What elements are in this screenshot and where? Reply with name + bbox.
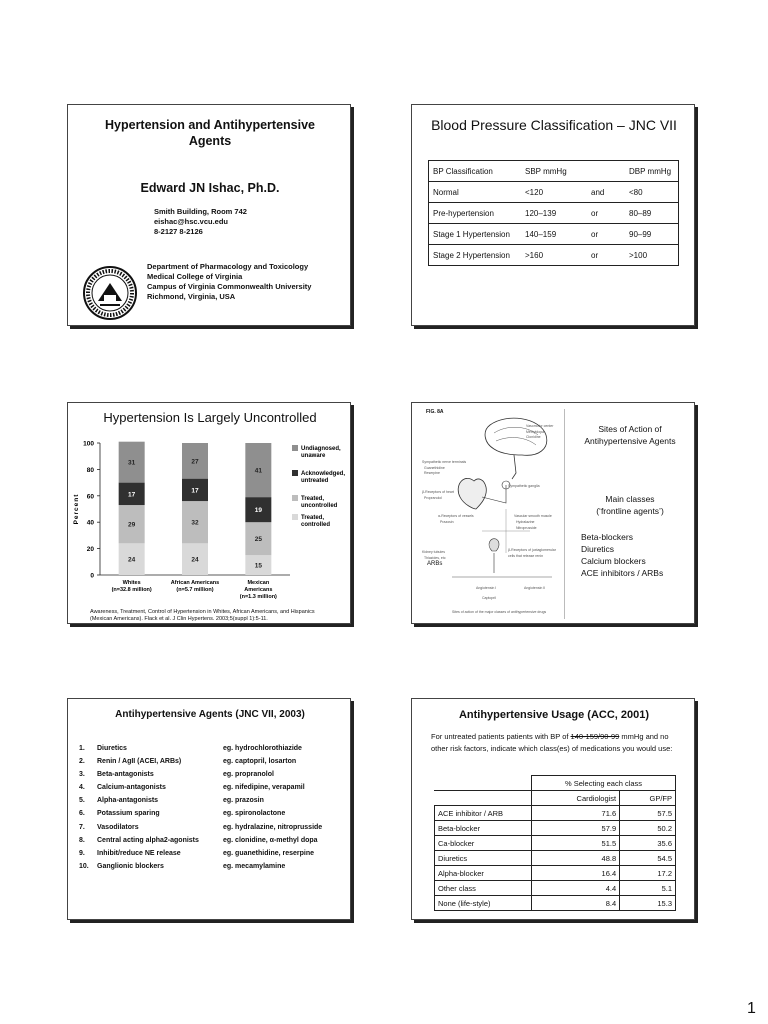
list-item: 3. Beta-antagonists eg. propranolol — [79, 771, 274, 779]
main-classes-heading: Main classes (‘frontline agents’) — [596, 494, 664, 516]
x-tick-label: Whites — [122, 580, 141, 586]
data-label: 25 — [254, 536, 262, 544]
slide-bp-classification — [411, 104, 695, 326]
slide5-title: Antihypertensive Agents (JNC VII, 2003) — [115, 709, 305, 720]
slide6-title: Antihypertensive Usage (ACC, 2001) — [458, 709, 650, 721]
table-row: None (life-style) 8.4 15.3 — [435, 896, 676, 911]
legend-swatch — [292, 470, 298, 476]
list-item: Calcium blockers — [581, 556, 646, 566]
svg-text:Vascular smooth muscle: Vascular smooth muscle — [514, 514, 552, 518]
arbs-label: ARBs — [427, 561, 443, 567]
svg-text:Vasomotor center: Vasomotor center — [526, 424, 554, 428]
svg-text:Reserpine: Reserpine — [424, 471, 440, 475]
contact-info: Smith Building, Room 742 eishac@hsc.vcu.edu 8-2127 8-2126 — [154, 207, 247, 236]
data-label: 19 — [254, 507, 262, 515]
table-row: Ca-blocker 51.5 35.6 — [435, 836, 676, 851]
department-info: Department of Pharmacology and Toxicology Medical College of Virginia Campus of Virginia Commonwealth University Richmond, Virginia, USA — [147, 262, 312, 301]
svg-text:β-Receptors of heart: β-Receptors of heart — [422, 490, 454, 494]
x-tick-label: (n=32.8 million) — [111, 587, 152, 593]
bp-classification-table — [428, 160, 679, 266]
table-row: Diuretics 48.8 54.5 — [435, 851, 676, 866]
y-tick-label: 40 — [86, 519, 94, 527]
slide-agents-list — [67, 698, 351, 920]
usage-table — [434, 775, 676, 911]
svg-text:cells that release renin: cells that release renin — [508, 554, 544, 558]
table-header-row: BP Classification SBP mmHg DBP mmHg — [429, 161, 679, 182]
x-tick-label: African Americans — [170, 580, 220, 586]
data-label: 17 — [128, 491, 136, 499]
table-row: Normal <120 and <80 — [429, 182, 679, 203]
legend-label: Treated, — [301, 515, 325, 521]
y-tick-label: 20 — [86, 546, 94, 554]
svg-text:β-Receptors of juxtaglomerular: β-Receptors of juxtaglomerular — [508, 548, 556, 552]
list-item: 7. Vasodilators eg. hydralazine, nitroprusside — [79, 823, 323, 831]
data-label: 29 — [128, 521, 136, 529]
table-header-row: Cardiologist GP/FP — [435, 791, 676, 806]
chart-caption: Awareness, Treatment, Control of Hypertension in Whites, African Americans, and Hispanics (Mexican Americans). Flack et al. J Clin Hypertens. 2003;5(suppl 1):5-11. — [90, 609, 315, 622]
list-item: Beta-blockers — [581, 532, 633, 542]
main-classes-list — [581, 531, 663, 579]
list-item: 5. Alpha-antagonists eg. prazosin — [79, 797, 264, 805]
data-label: 17 — [191, 487, 199, 495]
list-item: 4. Calcium-antagonists eg. nifedipine, verapamil — [79, 784, 305, 792]
list-item: 2. Renin / AgII (ACEI, ARBs) eg. captopril, losarton — [79, 758, 297, 766]
svg-text:Propranolol: Propranolol — [424, 496, 442, 500]
slide-usage-table — [411, 698, 695, 920]
slide3-title: Hypertension Is Largely Uncontrolled — [103, 410, 317, 425]
svg-text:Prazosin: Prazosin — [440, 520, 454, 524]
legend-label: uncontrolled — [301, 503, 338, 509]
legend-label: unaware — [301, 453, 326, 459]
svg-text:Thiazides, etc: Thiazides, etc — [424, 556, 446, 560]
table-row: Beta-blocker 57.9 50.2 — [435, 821, 676, 836]
legend-label: controlled — [301, 522, 331, 528]
author-name: Edward JN Ishac, Ph.D. — [140, 181, 280, 195]
table-row: Alpha-blocker 16.4 17.2 — [435, 866, 676, 881]
svg-text:Kidney tubules: Kidney tubules — [422, 550, 445, 554]
list-item: 1. Diuretics eg. hydrochlorothiazide — [79, 745, 302, 752]
legend-label: untreated — [301, 478, 329, 484]
y-tick-label: 60 — [86, 493, 94, 501]
figure-label: FIG. 8A — [426, 409, 444, 415]
list-item: 10. Ganglionic blockers eg. mecamylamine — [79, 862, 286, 870]
y-axis-label: Percent — [73, 493, 80, 525]
svg-text:Angiotensin II: Angiotensin II — [524, 586, 546, 590]
table-row: Other class 4.4 5.1 — [435, 881, 676, 896]
data-label: 32 — [191, 519, 199, 527]
slide1-title: Hypertension and Antihypertensive Agents — [105, 118, 315, 148]
data-label: 24 — [128, 556, 136, 564]
slide-title — [67, 104, 351, 326]
data-label: 15 — [254, 562, 262, 570]
table-row: ACE inhibitor / ARB 71.6 57.5 — [435, 806, 676, 821]
svg-text:Hydralazine: Hydralazine — [516, 520, 535, 524]
agents-list — [79, 742, 322, 873]
table-row: Stage 1 Hypertension 140–159 or 90–99 — [429, 224, 679, 245]
stacked-bar-chart — [68, 429, 351, 607]
svg-text:Methyldopa: Methyldopa — [526, 430, 545, 434]
svg-text:Captopril: Captopril — [482, 596, 497, 600]
x-tick-label: (n=5.7 million) — [176, 587, 214, 593]
data-label: 31 — [128, 459, 136, 467]
svg-text:Guanethidine: Guanethidine — [424, 466, 445, 470]
list-item: 9. Inhibit/reduce NE release eg. guanethidine, reserpine — [79, 849, 315, 857]
svg-text:Nitroprusside: Nitroprusside — [516, 526, 537, 530]
vcu-seal-logo — [82, 265, 138, 321]
list-item: 8. Central acting alpha2-agonists eg. clonidine, α-methyl dopa — [79, 836, 318, 844]
data-label: 27 — [191, 458, 199, 466]
svg-text:Sympathetic nerve terminals: Sympathetic nerve terminals — [422, 460, 467, 464]
slide2-title: Blood Pressure Classification – JNC VII — [431, 117, 677, 133]
list-item: Diuretics — [581, 544, 615, 554]
x-tick-label: (n=1.3 million) — [239, 594, 277, 600]
slide4-title: Sites of Action of Antihypertensive Agents — [584, 424, 676, 446]
legend-label: Acknowledged, — [301, 471, 346, 477]
data-label: 41 — [254, 467, 262, 475]
legend-label: Undiagnosed, — [301, 446, 341, 452]
svg-text:Sympathetic ganglia: Sympathetic ganglia — [508, 484, 540, 488]
table-row: Stage 2 Hypertension >160 or >100 — [429, 245, 679, 266]
list-item: 6. Potassium sparing eg. spironolactone — [79, 810, 286, 818]
table-header-row: % Selecting each class — [435, 776, 676, 791]
svg-text:Sites of action of the major c: Sites of action of the major classes of antihypertensive drugs — [452, 610, 547, 614]
y-tick-label: 80 — [86, 466, 94, 474]
page-number: 1 — [747, 1000, 756, 1017]
slide-uncontrolled-chart — [67, 402, 351, 624]
x-tick-label: Mexican — [247, 580, 270, 586]
svg-text:Clonidine: Clonidine — [526, 435, 541, 439]
sites-of-action-diagram — [422, 413, 564, 618]
usage-question: For untreated patients patients with BP of 140-159/90-99 mmHg and no other risk factors, indicate which class(es) of medications you would use: — [431, 732, 673, 753]
data-label: 24 — [191, 556, 199, 564]
svg-text:α-Receptors of vessels: α-Receptors of vessels — [438, 514, 474, 518]
legend-label: Treated, — [301, 496, 325, 502]
y-tick-label: 0 — [90, 572, 94, 580]
svg-text:Angiotensin I: Angiotensin I — [476, 586, 497, 590]
list-item: ACE inhibitors / ARBs — [581, 568, 664, 578]
slide-sites-of-action — [411, 402, 695, 624]
y-tick-label: 100 — [83, 440, 94, 448]
legend-swatch — [292, 514, 298, 520]
x-tick-label: Americans — [244, 587, 273, 593]
table-row: Pre-hypertension 120–139 or 80–89 — [429, 203, 679, 224]
legend-swatch — [292, 495, 298, 501]
legend-swatch — [292, 445, 298, 451]
